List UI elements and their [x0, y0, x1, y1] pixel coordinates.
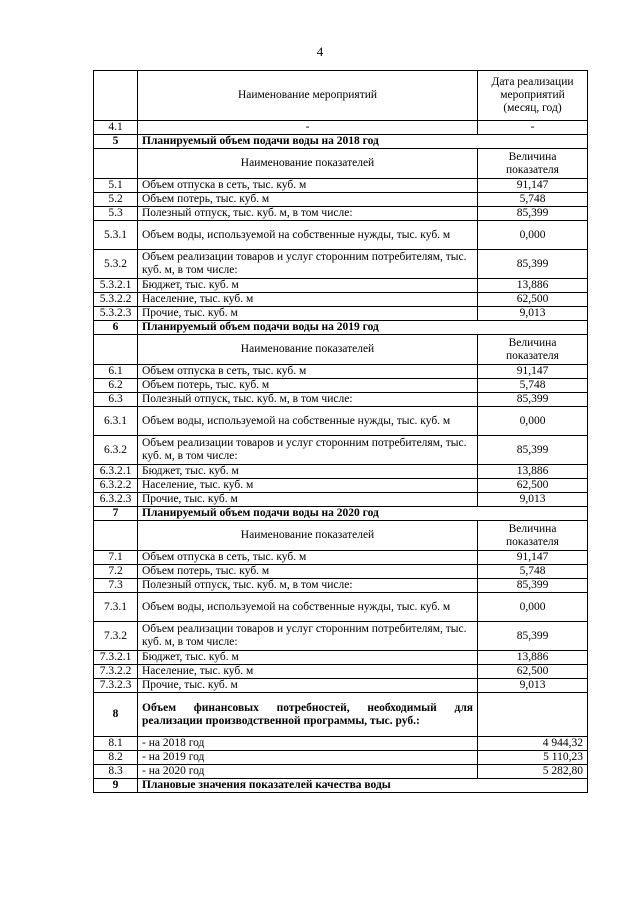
table-row [94, 179, 588, 193]
subheader-num-cell [94, 335, 138, 365]
row-name: Полезный отпуск, тыс. куб. м, в том числе: [138, 579, 478, 593]
header-name-cell: Наименование мероприятий [138, 71, 478, 121]
row-number: 5.3.1 [94, 221, 138, 250]
section-title: Планируемый объем подачи воды на 2019 год [138, 321, 588, 335]
table-row [94, 207, 588, 221]
page-number: 4 [316, 44, 324, 59]
finance-section-row [94, 693, 588, 737]
section-title: Планируемый объем подачи воды на 2020 год [138, 507, 588, 521]
row-number: 4.1 [94, 121, 138, 135]
row-number: 7.3.2 [94, 622, 138, 651]
row-number: 6.3.2 [94, 436, 138, 465]
finance-value-cell [478, 693, 588, 737]
table-row [94, 622, 588, 651]
section-row [94, 321, 588, 335]
subheader-row [94, 521, 588, 551]
row-name: Объем воды, используемой на собственные нужды, тыс. куб. м [138, 221, 478, 250]
finance-row [94, 737, 588, 751]
row-name: Объем реализации товаров и услуг сторонним потребителям, тыс. куб. м, в том числе: [138, 436, 478, 465]
table-row [94, 365, 588, 379]
section-number: 6 [94, 321, 138, 335]
row-number: 5.3.2.1 [94, 279, 138, 293]
row-value: 62,500 [478, 293, 588, 307]
row-name: Объем отпуска в сеть, тыс. куб. м [138, 365, 478, 379]
row-name: Объем потерь, тыс. куб. м [138, 379, 478, 393]
row-number: 6.2 [94, 379, 138, 393]
row-name: Объем потерь, тыс. куб. м [138, 565, 478, 579]
table-row [94, 407, 588, 436]
row-value: 5,748 [478, 379, 588, 393]
row-number: 5.2 [94, 193, 138, 207]
row-value: 85,399 [478, 250, 588, 279]
row-number: 7.3 [94, 579, 138, 593]
row-name: - [138, 121, 478, 135]
row-number: 6.3.1 [94, 407, 138, 436]
row-number: 6.3.2.3 [94, 493, 138, 507]
table-row [94, 565, 588, 579]
row-value: 9,013 [478, 307, 588, 321]
finance-row-value: 5 110,23 [478, 751, 588, 765]
section-number: 5 [94, 135, 138, 149]
row-value: 85,399 [478, 207, 588, 221]
table-row [94, 651, 588, 665]
table-row [94, 679, 588, 693]
header-date-cell: Дата реализации мероприятий (месяц, год) [478, 71, 588, 121]
row-number: 5.3.2 [94, 250, 138, 279]
row-value: 85,399 [478, 622, 588, 651]
subheader-num-cell [94, 149, 138, 179]
row-name: Население, тыс. куб. м [138, 293, 478, 307]
subheader-row [94, 335, 588, 365]
row-number: 7.3.2.2 [94, 665, 138, 679]
subheader-name: Наименование показателей [138, 149, 478, 179]
quality-section-row [94, 779, 588, 793]
table-row [94, 250, 588, 279]
row-value: 5,748 [478, 193, 588, 207]
row-name: Бюджет, тыс. куб. м [138, 465, 478, 479]
row-value: 9,013 [478, 493, 588, 507]
row-name: Прочие, тыс. куб. м [138, 679, 478, 693]
row-number: 5.3.2.3 [94, 307, 138, 321]
finance-row-number: 8.1 [94, 737, 138, 751]
row-number: 7.2 [94, 565, 138, 579]
finance-number: 8 [94, 693, 138, 737]
row-number: 6.3.2.2 [94, 479, 138, 493]
subheader-value: Величина показателя [478, 335, 588, 365]
subheader-num-cell [94, 521, 138, 551]
row-value: 5,748 [478, 565, 588, 579]
finance-row-name: - на 2018 год [138, 737, 478, 751]
row-name: Объем воды, используемой на собственные нужды, тыс. куб. м [138, 407, 478, 436]
program-table [93, 70, 588, 793]
row-number: 5.1 [94, 179, 138, 193]
row-name: Прочие, тыс. куб. м [138, 307, 478, 321]
row-value: 9,013 [478, 679, 588, 693]
finance-row-number: 8.3 [94, 765, 138, 779]
table-row [94, 593, 588, 622]
subheader-value: Величина показателя [478, 521, 588, 551]
row-value: 62,500 [478, 479, 588, 493]
finance-title: Объем финансовых потребностей, необходимый для реализации производственной программы, тыс. руб.: [138, 693, 478, 737]
row-number: 7.3.2.3 [94, 679, 138, 693]
subheader-value: Величина показателя [478, 149, 588, 179]
table-row [94, 579, 588, 593]
row-value: 13,886 [478, 651, 588, 665]
table-row [94, 493, 588, 507]
table-row [94, 551, 588, 565]
row-name: Полезный отпуск, тыс. куб. м, в том числе: [138, 393, 478, 407]
section-row [94, 507, 588, 521]
finance-row [94, 765, 588, 779]
row-value: - [478, 121, 588, 135]
row-value: 85,399 [478, 436, 588, 465]
quality-number: 9 [94, 779, 138, 793]
table-row [94, 479, 588, 493]
row-number: 6.3.2.1 [94, 465, 138, 479]
finance-row-number: 8.2 [94, 751, 138, 765]
table-row [94, 279, 588, 293]
row-value: 91,147 [478, 179, 588, 193]
finance-row-name: - на 2019 год [138, 751, 478, 765]
row-number: 5.3 [94, 207, 138, 221]
row-name: Полезный отпуск, тыс. куб. м, в том числе: [138, 207, 478, 221]
finance-row-value: 5 282,80 [478, 765, 588, 779]
row-number: 6.3 [94, 393, 138, 407]
quality-title: Плановые значения показателей качества воды [138, 779, 588, 793]
row-name: Объем воды, используемой на собственные нужды, тыс. куб. м [138, 593, 478, 622]
row-value: 85,399 [478, 579, 588, 593]
row-value: 13,886 [478, 465, 588, 479]
row-name: Объем реализации товаров и услуг сторонним потребителям, тыс. куб. м, в том числе: [138, 622, 478, 651]
row-name: Объем отпуска в сеть, тыс. куб. м [138, 179, 478, 193]
table-row [94, 193, 588, 207]
table-row [94, 221, 588, 250]
table-row [94, 293, 588, 307]
row-name: Население, тыс. куб. м [138, 665, 478, 679]
row-value: 91,147 [478, 551, 588, 565]
subheader-name: Наименование показателей [138, 521, 478, 551]
row-name: Население, тыс. куб. м [138, 479, 478, 493]
table-row [94, 436, 588, 465]
row-number: 7.3.2.1 [94, 651, 138, 665]
subheader-row [94, 149, 588, 179]
table-header-row [94, 71, 588, 121]
row-name: Объем реализации товаров и услуг сторонним потребителям, тыс. куб. м, в том числе: [138, 250, 478, 279]
subheader-name: Наименование показателей [138, 335, 478, 365]
row-number: 7.3.1 [94, 593, 138, 622]
row-name: Прочие, тыс. куб. м [138, 493, 478, 507]
finance-row-value: 4 944,32 [478, 737, 588, 751]
section-row [94, 135, 588, 149]
row-number: 7.1 [94, 551, 138, 565]
table-row [94, 379, 588, 393]
table-row [94, 121, 588, 135]
row-value: 91,147 [478, 365, 588, 379]
row-value: 0,000 [478, 221, 588, 250]
row-value: 85,399 [478, 393, 588, 407]
row-name: Объем отпуска в сеть, тыс. куб. м [138, 551, 478, 565]
finance-row-name: - на 2020 год [138, 765, 478, 779]
row-value: 13,886 [478, 279, 588, 293]
section-title: Планируемый объем подачи воды на 2018 год [138, 135, 588, 149]
row-value: 62,500 [478, 665, 588, 679]
row-name: Бюджет, тыс. куб. м [138, 651, 478, 665]
section-number: 7 [94, 507, 138, 521]
row-value: 0,000 [478, 593, 588, 622]
table-row [94, 465, 588, 479]
header-num-cell [94, 71, 138, 121]
table-row [94, 393, 588, 407]
table-row [94, 307, 588, 321]
row-number: 6.1 [94, 365, 138, 379]
row-value: 0,000 [478, 407, 588, 436]
finance-row [94, 751, 588, 765]
row-number: 5.3.2.2 [94, 293, 138, 307]
row-name: Бюджет, тыс. куб. м [138, 279, 478, 293]
table-row [94, 665, 588, 679]
row-name: Объем потерь, тыс. куб. м [138, 193, 478, 207]
